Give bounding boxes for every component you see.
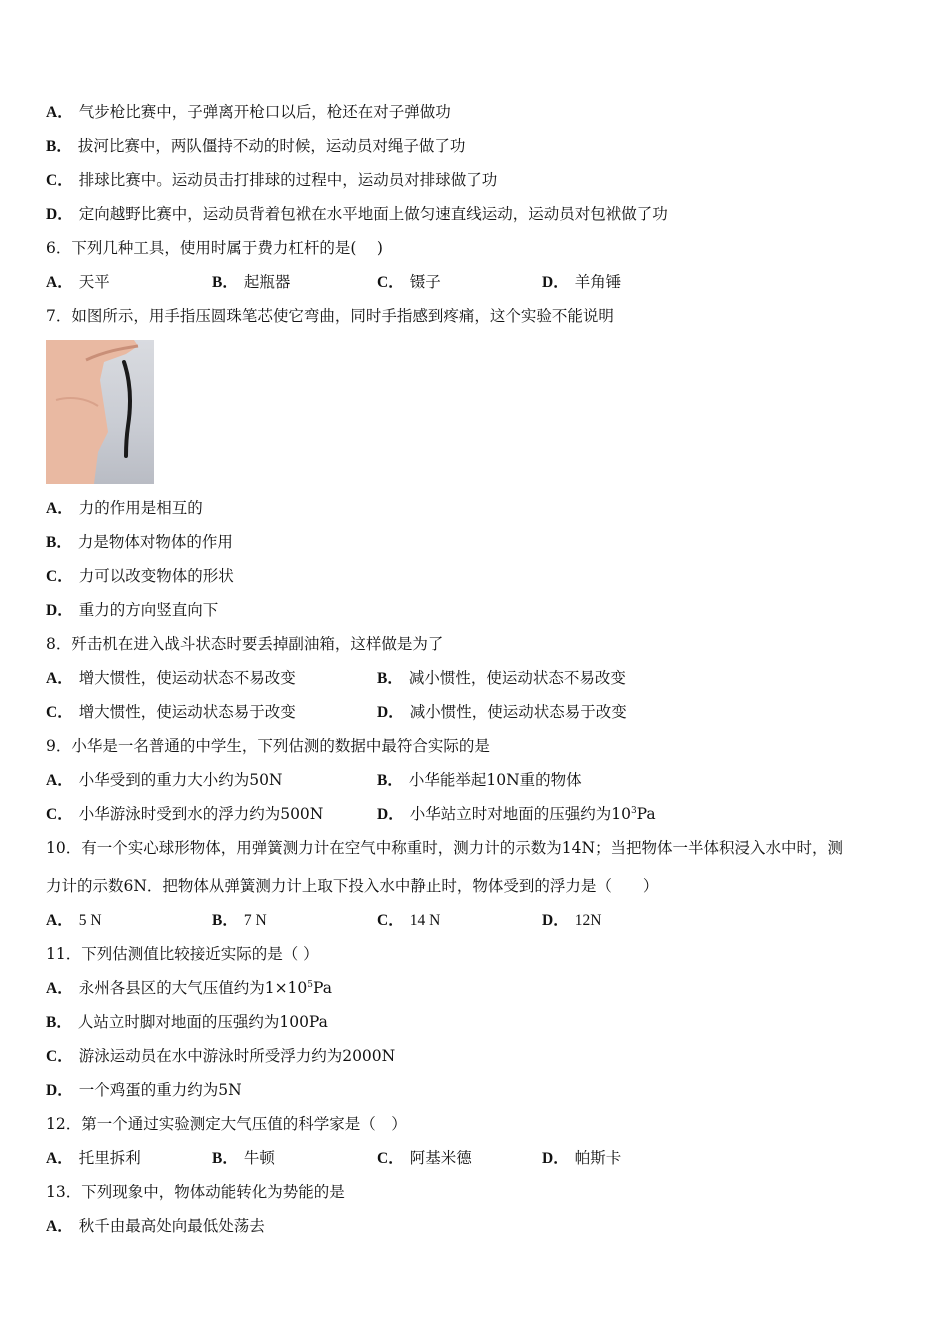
q12-option-a: A． 托里拆利 xyxy=(46,1149,141,1167)
q5-option-c: C． 排球比赛中。运动员击打排球的过程中，运动员对排球做了功 xyxy=(46,171,498,189)
q5-option-a: A． 气步枪比赛中，子弹离开枪口以后，枪还在对子弹做功 xyxy=(46,103,451,121)
q8-option-b: B． 减小惯性，使运动状态不易改变 xyxy=(377,669,626,687)
q5-option-b: B． 拔河比赛中，两队僵持不动的时候，运动员对绳子做了功 xyxy=(46,137,466,155)
q9-option-d: D． 小华站立时对地面的压强约为$10^3Pa$ xyxy=(377,805,656,823)
q11-stem: 11．下列估测值比较接近实际的是（ ） xyxy=(46,945,319,963)
q11-option-d: D． 一个鸡蛋的重力约为5N xyxy=(46,1081,242,1099)
pen-refill xyxy=(124,362,130,456)
q11-option-a: A． 永州各县区的大气压值约为$1\times 10^5Pa$ xyxy=(46,979,332,997)
q8-option-c: C． 增大惯性，使运动状态易于改变 xyxy=(46,703,296,721)
q6-option-a: A． 天平 xyxy=(46,273,110,291)
q9-option-c: C． 小华游泳时受到水的浮力约为500N xyxy=(46,805,324,823)
q6-option-b: B． 起瓶器 xyxy=(212,273,291,291)
q6-option-d: D． 羊角锤 xyxy=(542,273,622,291)
q9-stem: 9．小华是一名普通的中学生，下列估测的数据中最符合实际的是 xyxy=(46,737,490,755)
q10-option-b: B． 7 N xyxy=(212,912,267,929)
q5-option-d: D． 定向越野比赛中，运动员背着包袱在水平地面上做匀速直线运动，运动员对包袱做了功 xyxy=(46,205,668,223)
q11-option-c: C． 游泳运动员在水中游泳时所受浮力约为2000N xyxy=(46,1047,396,1065)
q12-option-d: D． 帕斯卡 xyxy=(542,1149,622,1167)
q9-option-a: A． 小华受到的重力大小约为50N xyxy=(46,771,283,789)
q13-stem: 13．下列现象中，物体动能转化为势能的是 xyxy=(46,1183,345,1201)
q8-option-a: A． 增大惯性，使运动状态不易改变 xyxy=(46,669,296,687)
q10-option-d: D． 12N xyxy=(542,912,602,929)
q6-option-c: C． 镊子 xyxy=(377,273,441,291)
q10-option-c: C． 14 N xyxy=(377,912,441,929)
finger-pressing-pen-refill-photo xyxy=(46,340,154,484)
q7-option-b: B． 力是物体对物体的作用 xyxy=(46,533,233,551)
q10-stem-line1: 10．有一个实心球形物体，用弹簧测力计在空气中称重时，测力计的示数为14N；当把物体一半体积浸入水中时，测 xyxy=(46,839,844,857)
q10-option-a: A． 5 N xyxy=(46,912,102,929)
q7-stem: 7．如图所示，用手指压圆珠笔芯使它弯曲，同时手指感到疼痛，这个实验不能说明 xyxy=(46,307,614,325)
q12-option-c: C． 阿基米德 xyxy=(377,1149,472,1167)
q7-option-d: D． 重力的方向竖直向下 xyxy=(46,601,219,619)
q12-stem: 12．第一个通过实验测定大气压值的科学家是（ ） xyxy=(46,1115,407,1133)
q10-stem-line2: 力计的示数6N．把物体从弹簧测力计上取下投入水中静止时，物体受到的浮力是（ ） xyxy=(46,877,659,895)
q13-option-a: A． 秋千由最高处向最低处荡去 xyxy=(46,1217,265,1235)
q6-stem: 6．下列几种工具，使用时属于费力杠杆的是( ) xyxy=(46,239,383,257)
q12-option-b: B． 牛顿 xyxy=(212,1149,275,1167)
q7-option-a: A． 力的作用是相互的 xyxy=(46,499,203,517)
q8-stem: 8．歼击机在进入战斗状态时要丢掉副油箱，这样做是为了 xyxy=(46,635,444,653)
q9-option-b: B． 小华能举起10N重的物体 xyxy=(377,771,582,789)
q11-option-b: B． 人站立时脚对地面的压强约为100Pa xyxy=(46,1013,328,1031)
q7-option-c: C． 力可以改变物体的形状 xyxy=(46,567,234,585)
q8-option-d: D． 减小惯性，使运动状态易于改变 xyxy=(377,703,627,721)
finger-pen-illustration xyxy=(46,340,154,484)
